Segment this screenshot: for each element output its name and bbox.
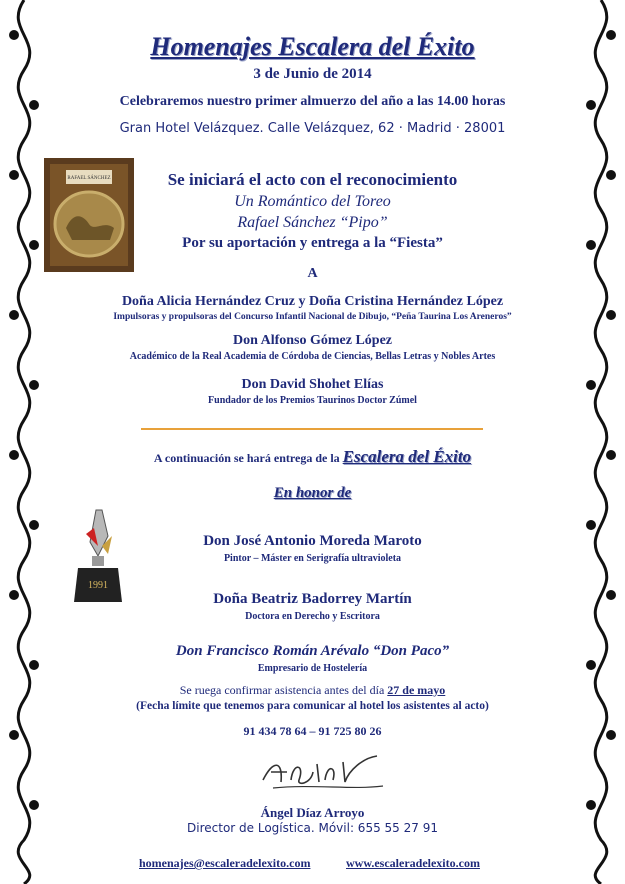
- phone-numbers: 91 434 78 64 – 91 725 80 26: [243, 724, 382, 738]
- rsvp-deadline: 27 de mayo: [387, 683, 446, 697]
- honoree-desc: Académico de la Real Academia de Córdoba de Ciencias, Bellas Letras y Nobles Artes: [129, 351, 496, 362]
- honoree-name: Doña Beatriz Badorrey Martín: [213, 591, 412, 607]
- website-link[interactable]: www.escaleradelexito.com: [346, 856, 480, 870]
- recognition-line-2: Rafael Sánchez “Pipo”: [237, 214, 388, 231]
- signatory-name: Ángel Díaz Arroyo: [260, 805, 365, 820]
- rsvp-line-1: [0, 683, 625, 698]
- honoree-desc: Fundador de los Premios Taurinos Doctor Zúmel: [208, 395, 417, 406]
- svg-text:RAFAEL SÁNCHEZ: RAFAEL SÁNCHEZ: [67, 176, 111, 181]
- email-link[interactable]: homenajes@escaleradelexito.com: [139, 856, 311, 870]
- honoree-desc: Empresario de Hostelería: [257, 663, 368, 674]
- ladder-intro-line: [0, 447, 625, 467]
- recognition-intro: Se iniciará el acto con el reconocimiento: [167, 170, 458, 189]
- lunch-info: Celebraremos nuestro primer almuerzo del año a las 14.00 horas: [119, 94, 506, 109]
- honoree-name: Don Alfonso Gómez López: [232, 333, 393, 348]
- recognition-line-1: Un Romántico del Toreo: [234, 193, 391, 210]
- page-title: Homenajes Escalera del Éxito: [150, 32, 475, 61]
- honoree-name: Don David Shohet Elías: [241, 377, 384, 392]
- event-date: 3 de Junio de 2014: [253, 66, 372, 82]
- rsvp-line-2: (Fecha límite que tenemos para comunicar al hotel los asistentes al acto): [136, 700, 489, 712]
- ladder-intro: A continuación se hará entrega de la: [153, 451, 340, 465]
- honoree-desc: Doctora en Derecho y Escritora: [245, 611, 380, 622]
- signatory-role: Director de Logística. Móvil: 655 55 27 91: [187, 821, 438, 835]
- ladder-script: Escalera del Éxito: [342, 447, 472, 466]
- honor-heading: En honor de: [273, 485, 352, 501]
- honoree-desc: Pintor – Máster en Serigrafía ultravioleta: [223, 553, 402, 564]
- honoree-name: Don José Antonio Moreda Maroto: [203, 533, 422, 549]
- honoree-name: Doña Alicia Hernández Cruz y Doña Cristina Hernández López: [121, 294, 504, 309]
- honoree-name: Don Francisco Román Arévalo “Don Paco”: [175, 643, 450, 659]
- trophy-year: 1991: [88, 580, 108, 591]
- to-label: A: [307, 266, 318, 281]
- recognition-line-3: Por su aportación y entrega a la “Fiesta”: [182, 235, 443, 251]
- honoree-desc: Impulsoras y propulsoras del Concurso Infantil Nacional de Dibujo, “Peña Taurina Los Areneros”: [113, 312, 512, 322]
- rsvp-text: Se ruega confirmar asistencia antes del día: [179, 683, 385, 697]
- divider: [141, 428, 483, 430]
- handwritten-signature: [253, 750, 393, 800]
- venue-address: Gran Hotel Velázquez. Calle Velázquez, 62 · Madrid · 28001: [119, 121, 506, 136]
